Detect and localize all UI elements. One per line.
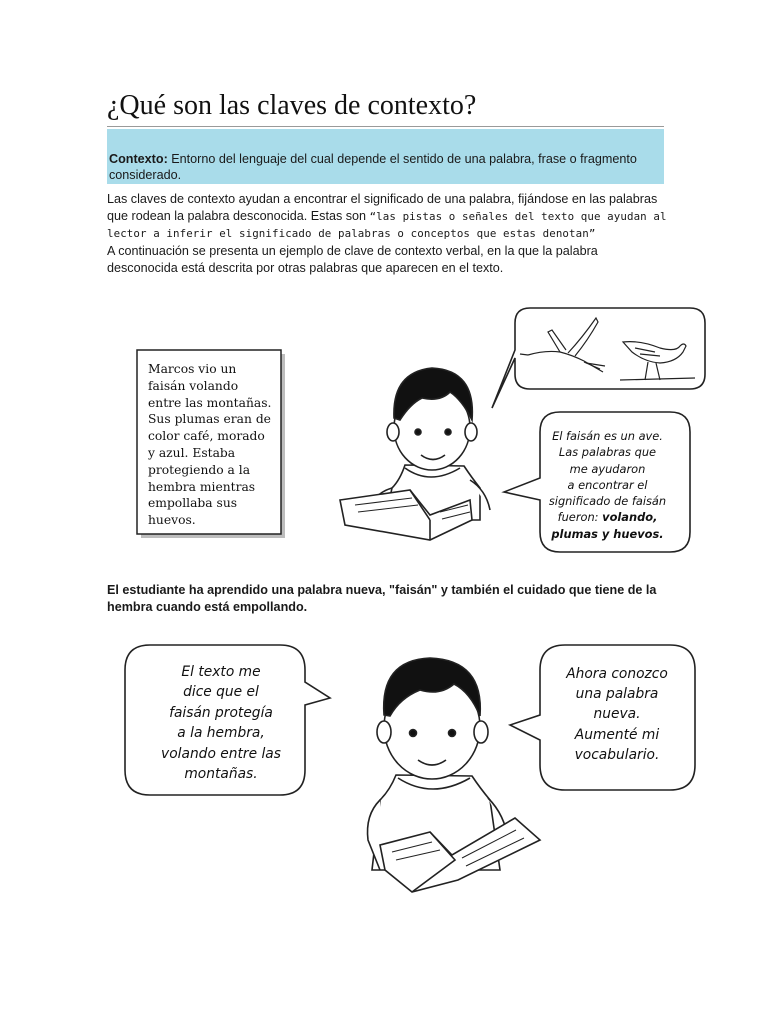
story-line: huevos. [148, 513, 196, 528]
bubble-line: a la hembra, [177, 725, 265, 742]
bubble-line: volando entre las [161, 745, 281, 762]
story-line: color café, morado [148, 429, 265, 444]
story-line: empollaba sus [148, 496, 238, 511]
bubble-line: El faisán es un ave. [552, 429, 663, 443]
story-line: Marcos vio un [148, 362, 237, 376]
bubble-prefix: fueron: [557, 510, 599, 525]
story-line: hembra mientras [148, 479, 256, 494]
bubble-new-word-text [552, 664, 682, 765]
bubble-line: me ayudaron [569, 461, 646, 476]
boy-reading-illustration-top [340, 368, 490, 540]
bubble-line: montañas. [184, 766, 258, 783]
bubble-text-says-text [140, 662, 302, 784]
story-card-text [148, 361, 278, 529]
bubble-line: dice que el [183, 684, 259, 701]
intro-quote: “las pistas o señales del texto que ayudan al lector a inferir el significado de palabras o conceptos que estas denotan” [107, 209, 667, 240]
bubble-line: Ahora conozco [566, 666, 668, 682]
page-title: ¿Qué son las claves de contexto? [107, 90, 477, 121]
bubble-line: faisán protegía [169, 704, 273, 721]
bubble-birds [492, 308, 705, 408]
boy-reading-illustration-bottom [368, 658, 541, 892]
intro-text: Las claves de contexto ayudan a encontrar el significado de una palabra, fijándose en las palabras que rodean la palabra desconocida. Estas son [107, 192, 658, 223]
bubble-line: a encontrar el [567, 477, 648, 492]
bubble-line [545, 526, 670, 542]
story-line: entre las montañas. [148, 395, 272, 410]
bubble-emphasis: plumas y huevos. [551, 526, 664, 541]
bubble-emphasis: volando, [602, 510, 658, 525]
summary-paragraph: El estudiante ha aprendido una palabra nueva, "faisán" y también el cuidado que tiene de la hembra cuando está empollando. [107, 583, 657, 614]
story-line: y azul. Estaba [148, 445, 236, 460]
bubble-explanation-text [545, 428, 670, 542]
definition-term: Contexto: [109, 152, 168, 166]
example-paragraph: A continuación se presenta un ejemplo de clave de contexto verbal, en la que la palabra desconocida está descrita por otras palabras que aparecen en el texto. [107, 244, 598, 275]
bubble-line: vocabulario. [574, 746, 660, 763]
story-line: Sus plumas eran de [148, 412, 271, 427]
bubble-line: Aumenté mi [574, 726, 660, 743]
definition-text: Entorno del lenguaje del cual depende el sentido de una palabra, frase o fragmento considerado. [109, 152, 637, 182]
bubble-line: Las palabras que [558, 445, 657, 460]
bubble-line: significado de faisán [548, 494, 667, 509]
story-line: faisán volando [148, 378, 239, 393]
story-line: protegiendo a la [148, 462, 251, 477]
bubble-line: una palabra [575, 686, 659, 703]
bubble-line: El texto me [181, 664, 261, 680]
bubble-line [545, 509, 670, 525]
bubble-line: nueva. [593, 706, 641, 723]
